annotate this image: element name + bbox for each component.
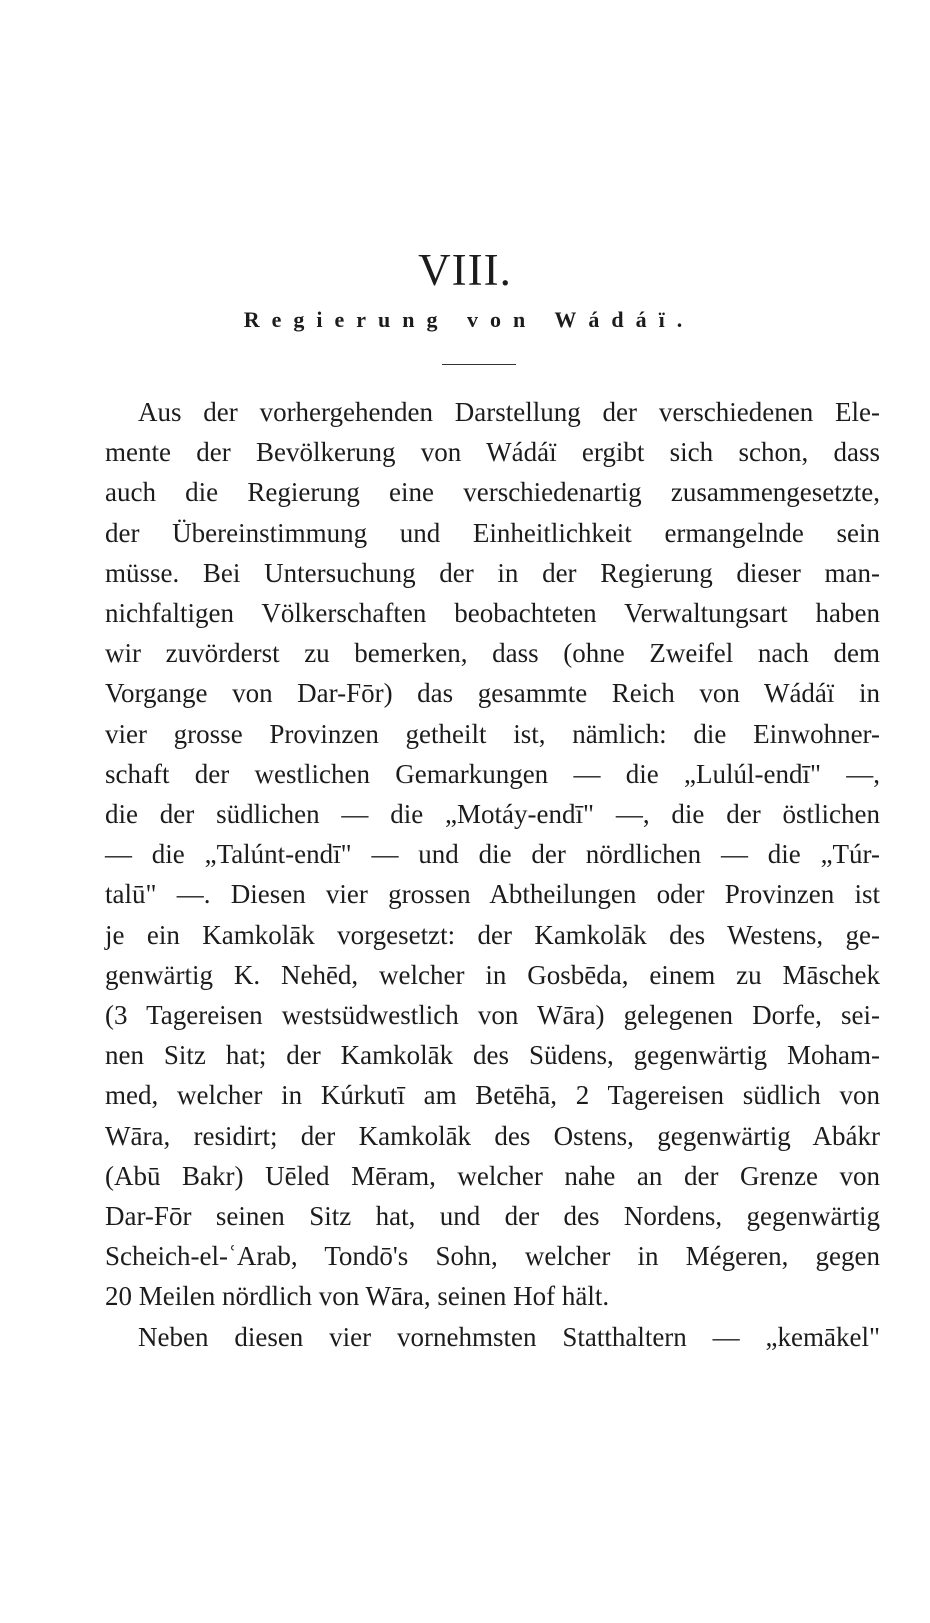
text-line: je ein Kamkolāk vorgesetzt: der Kamkolāk des Westens, ge-	[105, 919, 880, 950]
text-line: 20 Meilen nördlich von Wāra, seinen Hof hält.	[105, 1281, 610, 1312]
text-line: nichfaltigen Völkerschaften beobachteten Verwaltungsart haben	[105, 598, 880, 629]
chapter-number: VIII.	[418, 245, 512, 295]
text-line: vier grosse Provinzen getheilt ist, nämlich: die Einwohner-	[105, 718, 880, 749]
text-line: Wāra, residirt; der Kamkolāk des Ostens, gegenwärtig Abákr	[105, 1120, 880, 1151]
text-line: (3 Tagereisen westsüdwestlich von Wāra) gelegenen Dorfe, sei-	[105, 1000, 880, 1031]
text-line: wir zuvörderst zu bemerken, dass (ohne Zweifel nach dem	[105, 638, 880, 669]
body-text	[72, 392, 880, 1357]
chapter-title: Regierung von Wádáï.	[243, 307, 695, 332]
text-line: der Übereinstimmung und Einheitlichkeit ermangelnde sein	[105, 517, 880, 548]
text-line: schaft der westlichen Gemarkungen — die „Lulúl-endī" —,	[105, 758, 880, 789]
text-line: Scheich-el-ʿArab, Tondō's Sohn, welcher in Mégeren, gegen	[105, 1241, 880, 1272]
text-line: auch die Regierung eine verschiedenartig zusammengesetzte,	[105, 477, 880, 508]
text-line: Neben diesen vier vornehmsten Statthaltern — „kemākel"	[138, 1321, 880, 1352]
text-line: die der südlichen — die „Motáy-endī" —, die der östlichen	[105, 799, 880, 830]
text-line: mente der Bevölkerung von Wádáï ergibt sich schon, dass	[105, 437, 880, 468]
text-line: talū" —. Diesen vier grossen Abtheilungen oder Provinzen ist	[105, 879, 880, 910]
text-line: — die „Talúnt-endī" — und die der nördlichen — die „Túr-	[105, 839, 880, 870]
text-line: müsse. Bei Untersuchung der in der Regierung dieser man-	[105, 557, 880, 588]
text-line: Dar-Fōr seinen Sitz hat, und der des Nordens, gegenwärtig	[105, 1201, 880, 1232]
paragraph-2	[72, 1317, 880, 1357]
paragraph-1	[72, 392, 880, 1317]
text-line: med, welcher in Kúrkutī am Betēhā, 2 Tagereisen südlich von	[105, 1080, 880, 1111]
text-line: genwärtig K. Nehēd, welcher in Gosbēda, einem zu Māschek	[105, 959, 880, 990]
text-line: Aus der vorhergehenden Darstellung der verschiedenen Ele-	[138, 397, 880, 427]
text-line: (Abū Bakr) Uēled Mēram, welcher nahe an der Grenze von	[105, 1160, 880, 1191]
title-divider	[442, 364, 516, 365]
text-line: Vorgange von Dar-Fōr) das gesammte Reich von Wádáï in	[105, 678, 880, 709]
text-line: nen Sitz hat; der Kamkolāk des Südens, gegenwärtig Moham-	[105, 1040, 880, 1071]
